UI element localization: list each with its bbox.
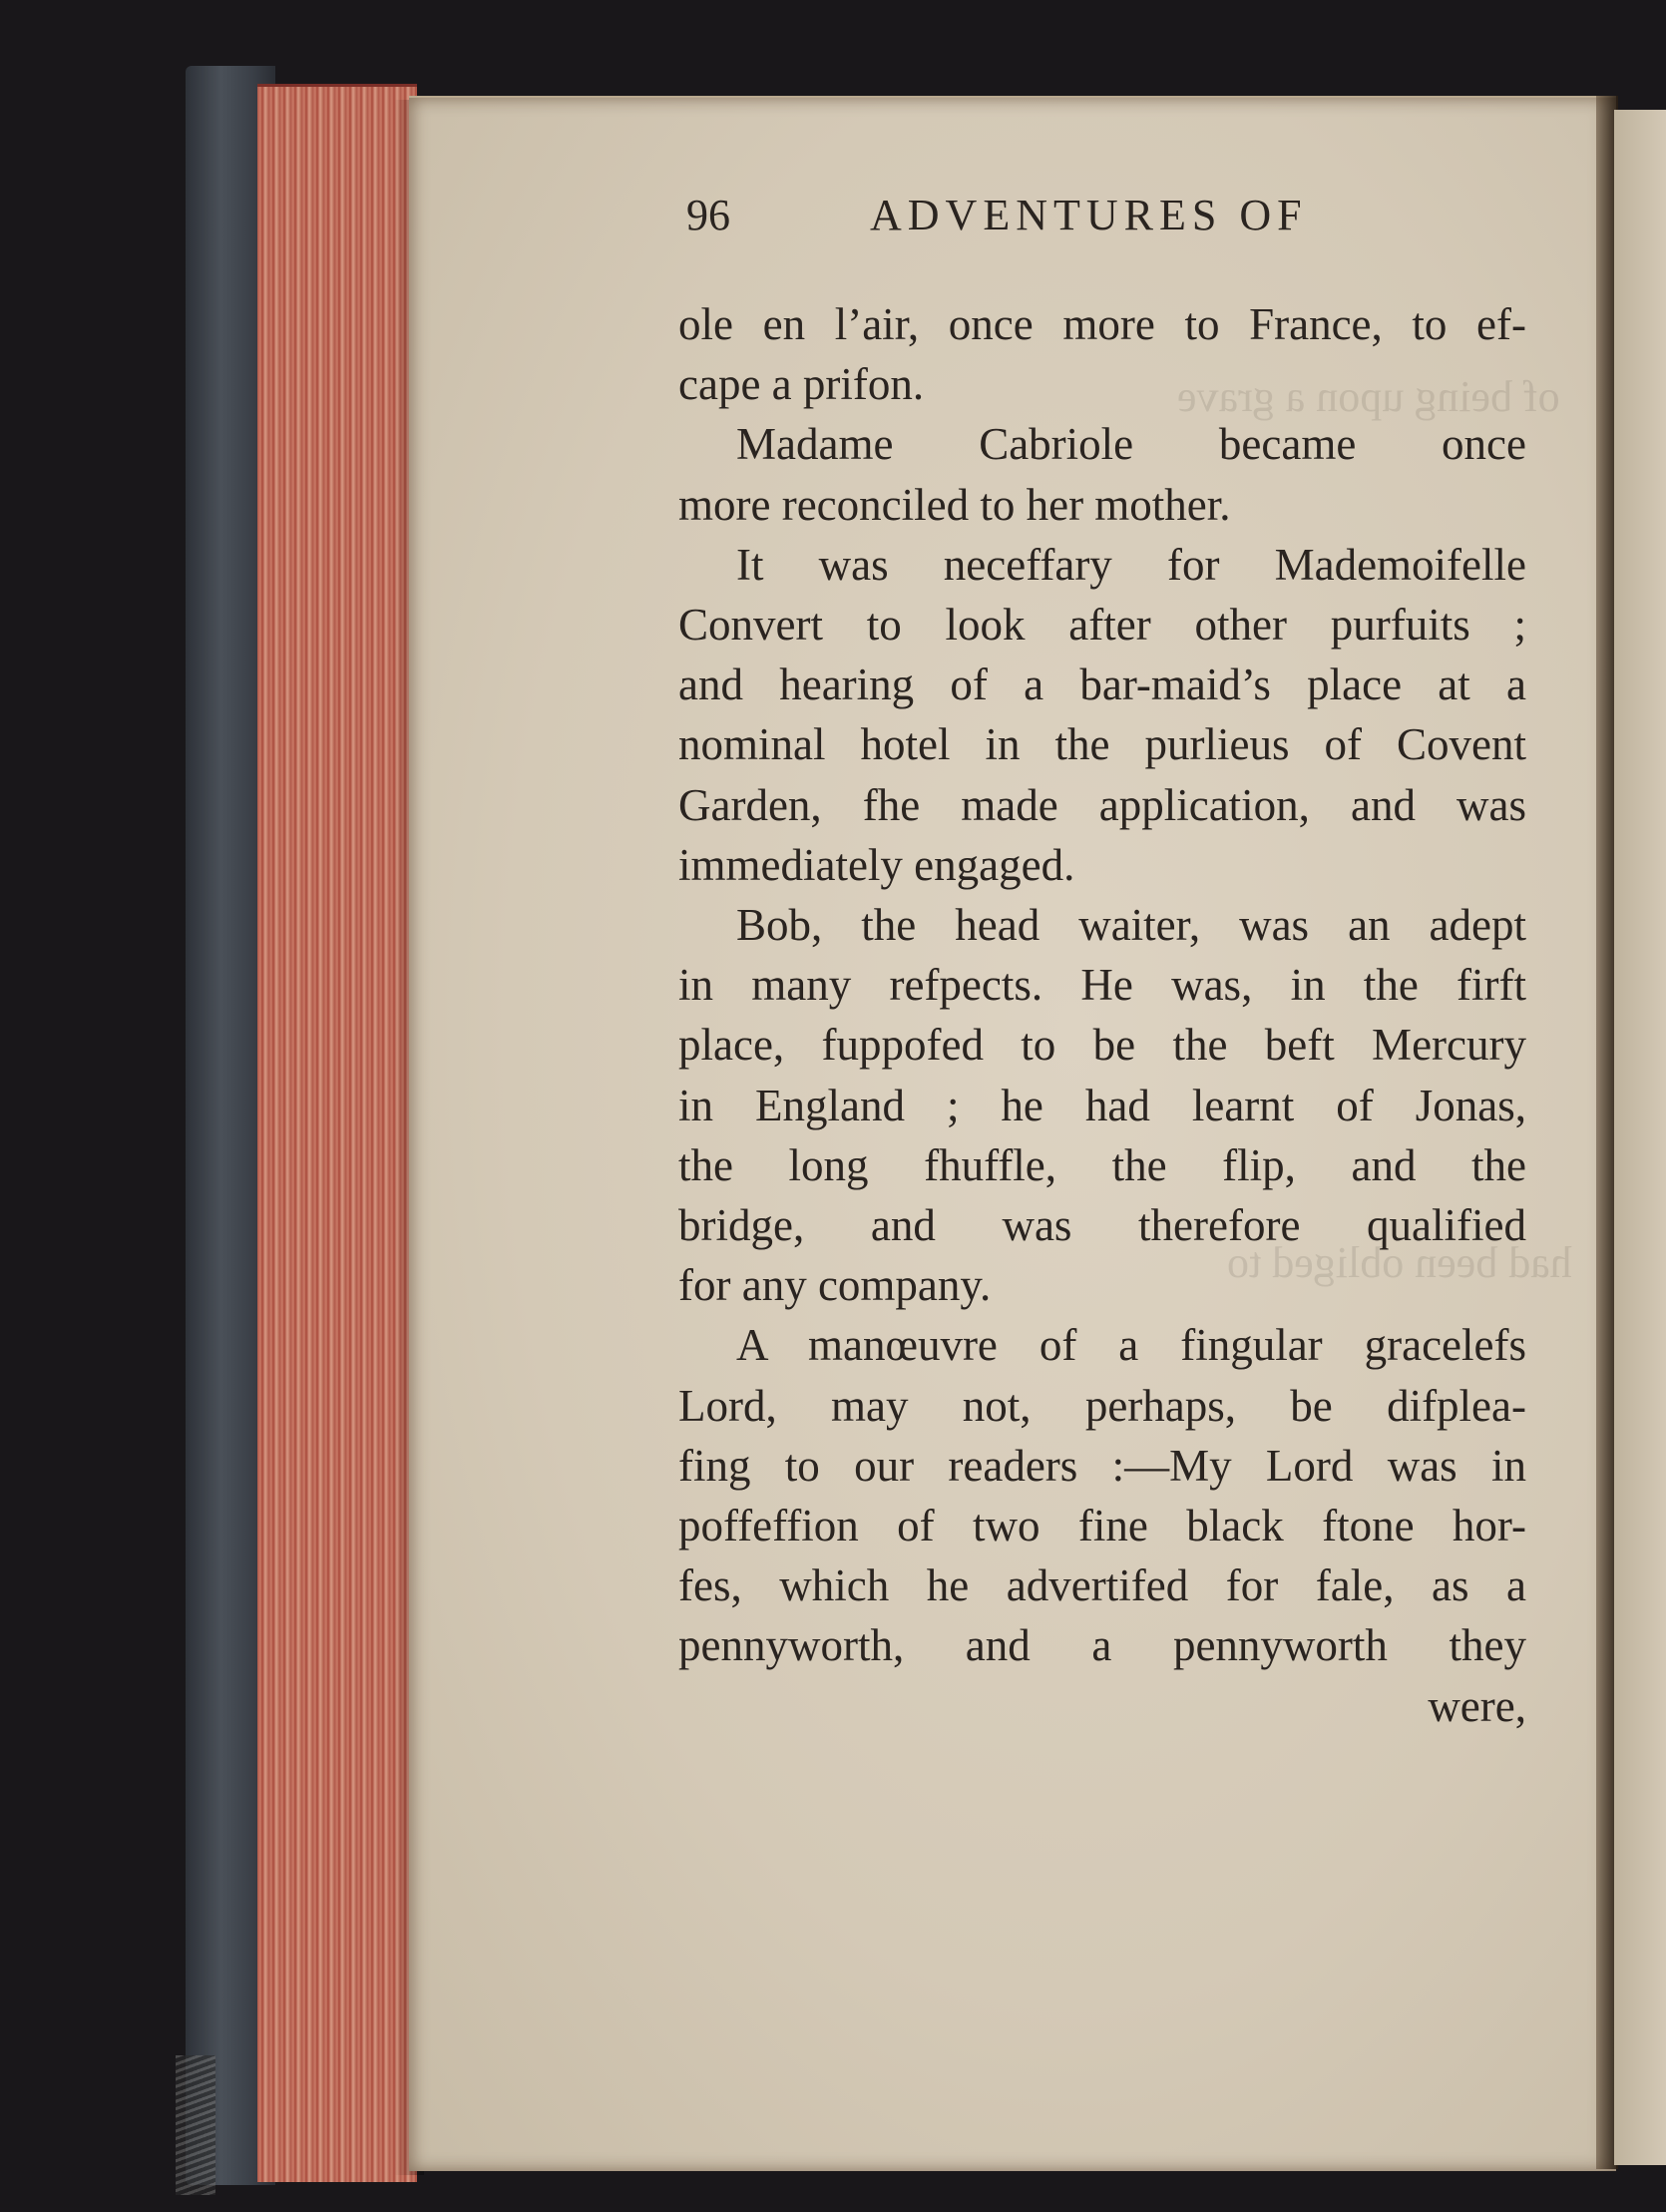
text-line: nominal hotel in the purlieus of Covent <box>678 719 1526 770</box>
facing-page-edge <box>1614 110 1666 2165</box>
show-through-text: of being upon a grave <box>1177 372 1560 421</box>
text-line: in many refpects. He was, in the firft <box>678 960 1526 1011</box>
page-header <box>678 190 1526 249</box>
text-line: Bob, the head waiter, was an adept <box>736 900 1526 950</box>
show-through-text: had been obliged to <box>1227 1238 1572 1287</box>
text-line: Garden, fhe made application, and was <box>678 779 1526 830</box>
text-line: the long fhuffle, the flip, and the <box>678 1139 1526 1190</box>
catchword: were, <box>1428 1680 1526 1731</box>
text-line: cape a prifon. <box>678 359 925 410</box>
text-line: ole en l’air, once more to France, to ef- <box>678 299 1526 349</box>
text-line: and hearing of a bar-maid’s place at a <box>678 660 1526 710</box>
cover-frayed-corner <box>176 2055 215 2195</box>
text-line: A manœuvre of a fingular gracelefs <box>736 1320 1526 1371</box>
text-line: poffeffion of two fine black ftone hor- <box>678 1501 1526 1550</box>
text-line: in England ; he had learnt of Jonas, <box>678 1080 1526 1130</box>
text-line: bridge, and was therefore qualified <box>678 1200 1526 1250</box>
text-line: immediately engaged. <box>678 839 1075 890</box>
running-head: ADVENTURES OF <box>870 191 1308 239</box>
text-line: pennyworth, and a pennyworth they <box>678 1620 1526 1671</box>
text-line: fes, which he advertifed for fale, as a <box>678 1560 1526 1611</box>
text-line: more reconciled to her mother. <box>678 479 1231 530</box>
text-line: fing to our readers :—My Lord was in <box>678 1440 1526 1491</box>
page-number: 96 <box>686 191 730 239</box>
text-line: It was neceffary for Mademoifelle <box>736 539 1526 590</box>
text-line: Convert to look after other purfuits ; <box>678 600 1526 650</box>
text-line: place, fuppofed to be the beft Mercury <box>678 1020 1526 1071</box>
page-edges <box>257 84 417 2182</box>
text-line: Lord, may not, perhaps, be difplea- <box>678 1380 1526 1431</box>
text-line: for any company. <box>678 1260 992 1311</box>
text-line: Madame Cabriole became once <box>736 419 1526 470</box>
